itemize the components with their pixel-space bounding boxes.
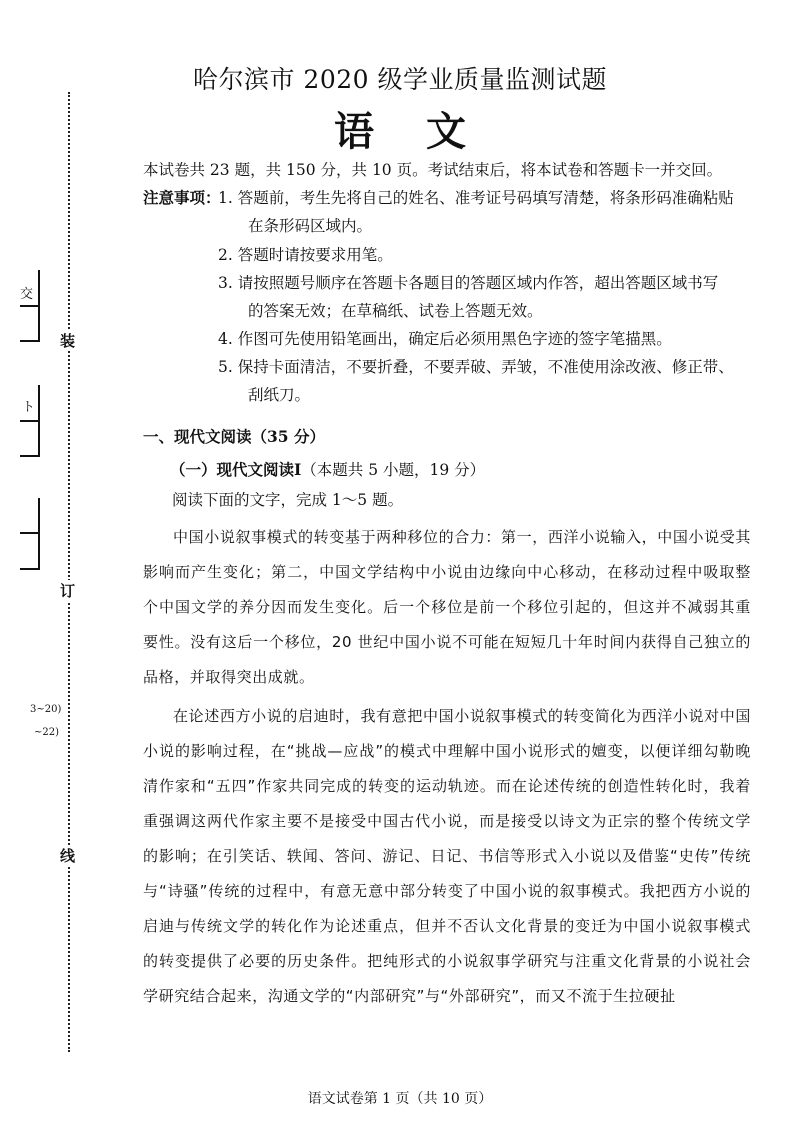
binding-word-xian: 线 bbox=[60, 847, 76, 865]
subsection-detail: （本题共 5 小题，19 分） bbox=[301, 461, 486, 479]
passage-paragraph: 中国小说叙事模式的转变基于两种移位的合力：第一，西洋小说输入，中国小说受其影响而产生变化；第二，中国文学结构中小说由边缘向中心移动，在移动过程中吸取整个中国文学的养分因而发生变化。后一个移位是前一个移位引起的，但这并不减弱其重要性。没有这后一个移位，20 世纪中国小说不可能在短短几十年时间内获得自己独立的品格，并取得突出成就。 bbox=[143, 528, 751, 686]
subject-title: 语文 bbox=[334, 108, 518, 155]
margin-box-line bbox=[38, 270, 40, 342]
exam-title: 哈尔滨市 2020 级学业质量监测试题 bbox=[192, 65, 608, 94]
reading-passage bbox=[143, 520, 751, 1014]
note-item-continued: 的答案无效；在草稿纸、试卷上答题无效。 bbox=[248, 302, 543, 320]
margin-box-line bbox=[20, 305, 38, 307]
margin-box-line bbox=[20, 568, 38, 570]
margin-box-line bbox=[38, 498, 40, 570]
reading-instruction: 阅读下面的文字，完成 1～5 题。 bbox=[172, 491, 404, 509]
margin-box-line bbox=[20, 420, 38, 422]
exam-intro: 本试卷共 23 题，共 150 分，共 10 页。考试结束后，将本试卷和答题卡一并交回。 bbox=[143, 161, 723, 179]
passage-paragraph: 在论述西方小说的启迪时，我有意把中国小说叙事模式的转变简化为西洋小说对中国小说的影响过程，在“挑战—应战”的模式中理解中国小说形式的嬗变，以便详细勾勒晚清作家和“五四”作家共同完成的转变的运动轨迹。而在论述传统的创造性转化时，我着重强调这两代作家主要不是接受中国古代小说，而是接受以诗文为正宗的整个传统文学的影响；在引笑话、轶闻、答问、游记、日记、书信等形式入小说以及借鉴“史传”传统与“诗骚”传统的过程中，有意无意中部分转变了中国小说的叙事模式。我把西方小说的启迪与传统文学的转化作为论述重点，但并不否认文化背景的变迁为中国小说叙事模式的转变提供了必要的历史条件。把纯形式的小说叙事学研究与注重文化背景的小说社会学研究结合起来，沟通文学的“内部研究”与“外部研究”，而又不流于生拉硬扯 bbox=[143, 707, 751, 1005]
subsection-heading bbox=[170, 458, 485, 480]
margin-box-line bbox=[38, 385, 40, 457]
section-heading: 一、现代文阅读（35 分） bbox=[143, 427, 325, 446]
note-item: 2. 答题时请按要求用笔。 bbox=[218, 246, 393, 264]
subsection-label: （一）现代文阅读Ⅰ bbox=[170, 460, 302, 479]
binding-dotted-line bbox=[68, 92, 70, 1052]
note-item: 3. 请按照题号顺序在答题卡各题目的答题区域内作答，超出答题区域书写 bbox=[218, 274, 719, 292]
binding-word-zhuang: 装 bbox=[60, 332, 76, 350]
note-item-continued: 刮纸刀。 bbox=[248, 386, 311, 404]
margin-box-line bbox=[20, 532, 38, 534]
margin-small-fragment: 3~20) bbox=[30, 704, 62, 715]
note-item: 4. 作图可先使用铅笔画出，确定后必须用黑色字迹的签字笔描黑。 bbox=[218, 330, 672, 348]
note-item-continued: 在条形码区域内。 bbox=[248, 217, 373, 235]
notes-label: 注意事项： bbox=[143, 188, 221, 207]
margin-label-fragment: ト bbox=[22, 400, 36, 415]
note-item: 5. 保持卡面清洁，不要折叠，不要弄破、弄皱，不准使用涂改液、修正带、 bbox=[218, 358, 734, 376]
margin-label-fragment: 交 bbox=[20, 287, 34, 302]
margin-box-line bbox=[20, 455, 38, 457]
margin-box-line bbox=[20, 340, 38, 342]
binding-word-ding: 订 bbox=[60, 582, 76, 600]
note-item: 1. 答题前，考生先将自己的姓名、准考证号码填写清楚，将条形码准确粘贴 bbox=[218, 189, 734, 207]
margin-small-fragment: ~22) bbox=[34, 727, 60, 738]
page-footer: 语文试卷第 1 页（共 10 页） bbox=[307, 1091, 493, 1107]
